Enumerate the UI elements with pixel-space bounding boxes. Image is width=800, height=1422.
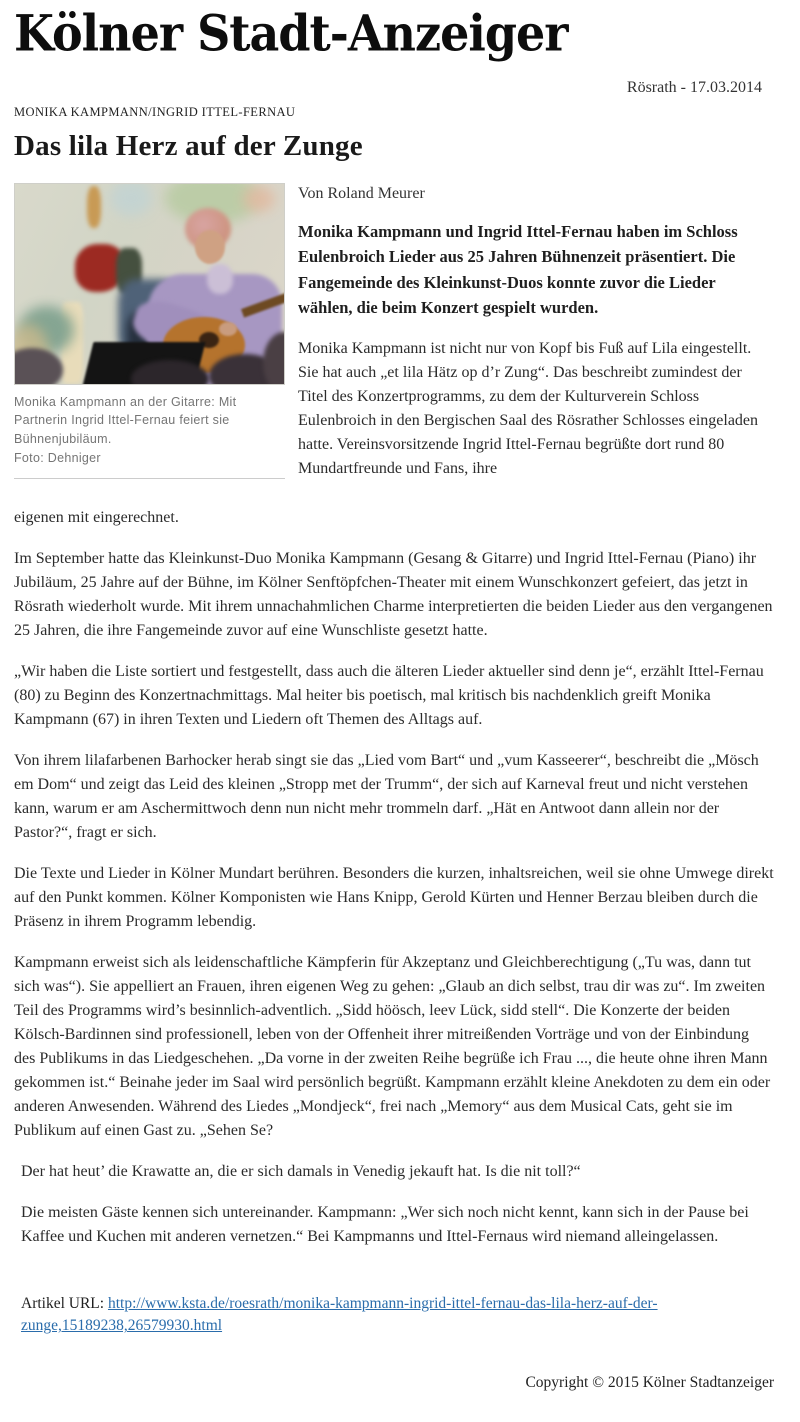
- painting-orange-strip: [87, 186, 101, 228]
- newspaper-logo: Kölner Stadt-Anzeiger: [14, 3, 568, 63]
- paragraph: Die Texte und Lieder in Kölner Mundart berühren. Besonders die kurzen, inhaltsreichen, weil sie ohne Umwege direkt auf den Punkt kommen. Kölner Komponisten wie Hans Knipp, Gerold Kürten und Henner Berzau bleiben durch die Präsenz in ihrem Programm lebendig.: [14, 864, 774, 930]
- lead-paragraph: Monika Kampmann und Ingrid Ittel-Fernau haben im Schloss Eulenbroich Lieder aus 25 Jahren Bühnenzeit präsentiert. Die Fangemeinde des Kleinkunst-Duos konnte zuvor die Lieder wählen, die beim Konzert gespielt wurden.: [298, 221, 738, 318]
- photo-caption-block: [14, 393, 285, 468]
- performer-hand: [219, 322, 237, 336]
- paragraph: „Wir haben die Liste sortiert und festgestellt, dass auch die älteren Lieder aktueller sind denn je“, erzählt Ittel-Fernau (80) zu Beginn des Konzertnachmittags. Mal heiter bis poetisch, mal kritisch bis nachdenklich greift Monika Kampmann (67) in ihren Texten und Liedern oft Themen des Alltags auf.: [14, 662, 764, 728]
- page-header: [14, 3, 774, 97]
- dateline: Rösrath - 17.03.2014: [626, 78, 762, 96]
- article-url-label: Artikel URL:: [21, 1294, 108, 1312]
- headline: Das lila Herz auf der Zunge: [14, 129, 363, 162]
- caption-divider: [14, 478, 285, 479]
- byline: Von Roland Meurer: [298, 184, 425, 202]
- audience-head-left: [14, 348, 63, 385]
- photo-caption: Monika Kampmann an der Gitarre: Mit Partnerin Ingrid Ittel-Fernau feiert sie Bühnenjubiläum.: [14, 394, 237, 447]
- painting-sky-smudge: [110, 183, 152, 216]
- performer-scarf: [207, 264, 233, 294]
- article-url-line: [14, 1293, 774, 1338]
- paragraph-beside-photo: Monika Kampmann ist nicht nur von Kopf bis Fuß auf Lila eingestellt. Sie hat auch „et lila Hätz op d’r Zung“. Das beschreibt zumindest der Titel des Konzertprogramms, zu dem der Kulturverein Schloss Eulenbroich in den Bergischen Saal des Rösrather Schlosses eingeladen hatte. Vereinsvorsitzende Ingrid Ittel-Fernau begrüßte dort rund 80 Mundartfreunde und Fans, ihre: [298, 339, 759, 477]
- article-intro-column: [298, 183, 774, 498]
- performer-face: [195, 230, 225, 264]
- article-top-columns: [14, 183, 774, 498]
- paragraph: Der hat heut’ die Krawatte an, die er sich damals in Venedig jekauft hat. Is die nit toll?“: [21, 1162, 581, 1180]
- article-url-link[interactable]: http://www.ksta.de/roesrath/monika-kampmann-ingrid-ittel-fernau-das-lila-herz-auf-der-zunge,15189238,26579930.html: [21, 1294, 658, 1335]
- paragraph: Von ihrem lilafarbenen Barhocker herab singt sie das „Lied vom Bart“ und „vum Kasseerer“, beschreibt die „Mösch em Dom“ und zeigt das Leid des kleinen „Stropp met der Trumm“, der sich auf Karneval freut und nicht verstehen kann, warum er am Aschermittwoch denn nun nicht mehr trommeln darf. „Hät en Antwoot dann allein nor der Pastor?“, fragt er sich.: [14, 751, 759, 841]
- paragraph-continuation: eigenen mit eingerechnet.: [14, 508, 179, 526]
- copyright-notice: Copyright © 2015 Kölner Stadtanzeiger: [525, 1373, 774, 1391]
- paragraph: Im September hatte das Kleinkunst-Duo Monika Kampmann (Gesang & Gitarre) und Ingrid Ittel-Fernau (Piano) ihr Jubiläum, 25 Jahre auf der Bühne, im Kölner Senftöpfchen-Theater mit einem Wunschkonzert gefeiert, das jetzt in Rösrath wiederholt wurde. Mit ihrem unnachahmlichen Charme interpretierten die beiden Lieder aus den vergangenen 25 Jahren, die ihre Fangemeinde zuvor auf eine Wunschliste gesetzt hatte.: [14, 549, 773, 639]
- paragraph: Kampmann erweist sich als leidenschaftliche Kämpferin für Akzeptanz und Gleichberechtigung („Tu was, dann tut sich was“). Sie appelliert an Frauen, ihren eigenen Weg zu gehen: „Glaub an dich selbst, trau dir was zu“. Im zweiten Teil des Programms wird’s besinnlich-adventlich. „Sidd höösch, leev Lück, sidd stell“. Die Konzerte der beiden Kölsch-Bardinnen sind professionell, leben von der Offenheit ihrer mitreißenden Vorträge und von der Einbindung des Publikums in das Liedgeschehen. „Da vorne in der zweiten Reihe begrüße ich Frau ..., die heute ohne ihren Mann gekommen ist.“ Beinahe jeder im Saal wird persönlich begrüßt. Kampmann erzählt kleine Anekdoten zu dem ein oder anderen Anwesenden. Während des Liedes „Mondjeck“, frei nach „Memory“ aus dem Musical Cats, geht sie im Publikum auf einen Gast zu. „Sehen Se?: [14, 953, 771, 1139]
- article-photo: [14, 183, 285, 385]
- article-photo-figure: [14, 183, 285, 498]
- kicker: MONIKA KAMPMANN/INGRID ITTEL-FERNAU: [14, 104, 296, 119]
- painting-peach-smudge: [243, 186, 275, 212]
- photo-credit: Foto: Dehniger: [14, 450, 101, 465]
- paragraph: Die meisten Gäste kennen sich untereinander. Kampmann: „Wer sich noch nicht kennt, kann sich in der Pause bei Kaffee und Kuchen mit anderen vernetzen.“ Bei Kampmanns und Ittel-Fernaus wird niemand alleingelassen.: [21, 1203, 749, 1245]
